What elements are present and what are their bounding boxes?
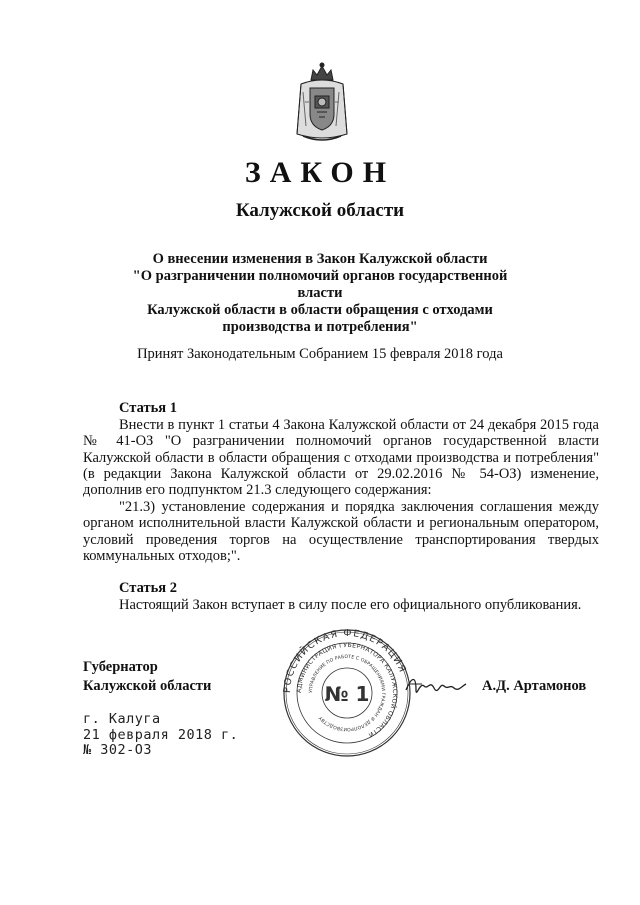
adoption-statement: Принят Законодательным Собранием 15 февраля 2018 года <box>137 346 503 362</box>
handwritten-signature <box>404 672 468 702</box>
official-seal <box>282 628 412 758</box>
signatory-position <box>83 658 211 696</box>
law-name-line: "О разграничении полномочий органов государственной власти <box>132 268 508 301</box>
article-1-paragraph-1: Внести в пункт 1 статьи 4 Закона Калужской области от 24 декабря 2015 года № 41-ОЗ "О разграничении полномочий органов государственной власти Калужской области в области обращения с отходами производства и потребления" (в редакции Закона Калужской области от 29.02.2016 № 54-ОЗ) изменение, дополнив его подпунктом 21.3 следующего содержания: <box>83 417 599 499</box>
seal-inner-text: УПРАВЛЕНИЕ ПО РАБОТЕ С ОБРАЩЕНИЯМИ ГРАЖДАН И ДЕЛОПРОИЗВОДСТВУ <box>308 654 386 732</box>
article-2-paragraph-1: Настоящий Закон вступает в силу после его официального опубликования. <box>119 597 582 613</box>
signatory-name: А.Д. Артамонов <box>482 678 587 694</box>
article-1-heading: Статья 1 <box>119 400 177 416</box>
law-name-line: О внесении изменения в Закон Калужской области <box>152 251 488 267</box>
article-1-paragraph-2: "21.3) установление содержания и порядка заключения соглашения между органом исполнительной власти Калужской области и региональным оператором, условий проведения торгов на осуществление транспортирования твердых коммунальных отходов;". <box>83 499 599 564</box>
signatory-position-line: Калужской области <box>83 678 212 694</box>
document-title: ЗАКОН <box>244 156 396 189</box>
seal-number: № 1 <box>324 682 370 706</box>
footer-date: 21 февраля 2018 г. <box>83 726 239 743</box>
law-name-line: производства и потребления" <box>222 319 418 335</box>
law-name <box>120 251 520 336</box>
document-footer <box>83 712 238 759</box>
signatory-position-line: Губернатор <box>83 659 158 675</box>
document-subtitle: Калужской области <box>235 200 405 221</box>
footer-city: г. Калуга <box>83 711 161 727</box>
footer-number: № 302-ОЗ <box>83 742 153 758</box>
seal-middle-text: АДМИНИСТРАЦИЯ ГУБЕРНАТОРА КАЛУЖСКОЙ ОБЛАСТИ <box>295 641 399 739</box>
article-2-heading: Статья 2 <box>119 580 177 596</box>
coat-of-arms-emblem <box>293 62 351 144</box>
law-name-line: Калужской области в области обращения с отходами <box>147 302 493 318</box>
seal-outer-text: РОССИЙСКАЯ ФЕДЕРАЦИЯ <box>282 628 409 694</box>
